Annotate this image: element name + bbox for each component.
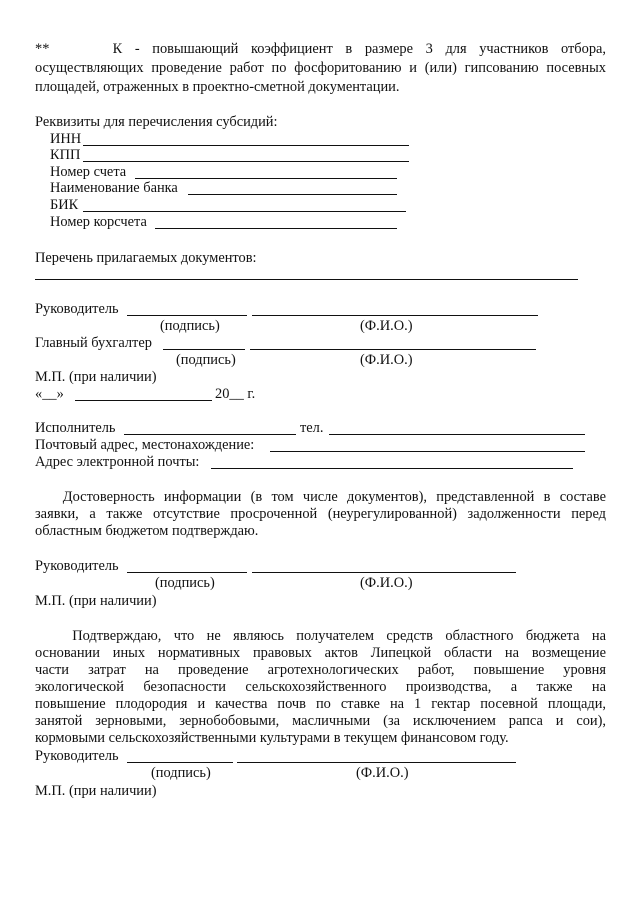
signature-caption: (подпись) xyxy=(160,318,220,334)
name-caption: (Ф.И.О.) xyxy=(360,575,413,591)
requisites-title: Реквизиты для перечисления субсидий: xyxy=(35,114,278,130)
stamp-note: М.П. (при наличии) xyxy=(35,369,157,385)
corr-account-field[interactable] xyxy=(155,228,397,229)
head-name-field[interactable] xyxy=(252,572,516,573)
date-field[interactable] xyxy=(75,400,212,401)
date-year: 20__ г. xyxy=(215,386,256,402)
paragraph-line: части затрат на проведение агротехнологических работ, повышение уровня xyxy=(35,662,606,678)
phone-field[interactable] xyxy=(329,434,585,435)
phone-label: тел. xyxy=(300,420,324,436)
head-name-field[interactable] xyxy=(237,762,516,763)
paragraph-line: кормовыми сельскохозяйственными культурами в текущем финансовом году. xyxy=(35,730,509,746)
paragraph-line: Достоверность информации (в том числе документов), представленной в составе xyxy=(35,489,606,505)
stamp-note: М.П. (при наличии) xyxy=(35,593,157,609)
documents-title: Перечень прилагаемых документов: xyxy=(35,250,257,266)
name-caption: (Ф.И.О.) xyxy=(360,352,413,368)
paragraph-line: заявки, а также отсутствие просроченной (неурегулированной) задолженности перед xyxy=(35,506,606,522)
postal-label: Почтовый адрес, местонахождение: xyxy=(35,437,255,453)
inn-field[interactable] xyxy=(83,145,409,146)
executor-label: Исполнитель xyxy=(35,420,116,436)
bik-field[interactable] xyxy=(83,211,406,212)
requisite-label-bik: БИК xyxy=(50,197,79,213)
name-caption: (Ф.И.О.) xyxy=(360,318,413,334)
paragraph-line: основании иных нормативных правовых актов Липецкой области на возмещение xyxy=(35,645,606,661)
accountant-label: Главный бухгалтер xyxy=(35,335,152,351)
paragraph-line: Подтверждаю, что не являюсь получателем средств областного бюджета на xyxy=(35,628,606,644)
head-label: Руководитель xyxy=(35,558,119,574)
paragraph-line: повышение плодородия и качества почв по ставке на 1 гектар посевной площади, xyxy=(35,696,606,712)
requisite-label-account: Номер счета xyxy=(50,164,127,180)
requisite-label-corr-account: Номер корсчета xyxy=(50,214,147,230)
accountant-signature-field[interactable] xyxy=(163,349,245,350)
signature-caption: (подпись) xyxy=(176,352,236,368)
executor-field[interactable] xyxy=(124,434,296,435)
stamp-note: М.П. (при наличии) xyxy=(35,783,157,799)
documents-field[interactable] xyxy=(35,279,578,280)
email-label: Адрес электронной почты: xyxy=(35,454,200,470)
head-signature-field[interactable] xyxy=(127,572,247,573)
head-signature-field[interactable] xyxy=(127,762,233,763)
bank-name-field[interactable] xyxy=(188,194,397,195)
head-label: Руководитель xyxy=(35,301,119,317)
postal-address-field[interactable] xyxy=(270,451,585,452)
paragraph-line: занятой зерновыми, зернобобовыми, масличными (за исключением рапса и сои), xyxy=(35,713,606,729)
name-caption: (Ф.И.О.) xyxy=(356,765,409,781)
requisite-label-bank: Наименование банка xyxy=(50,180,178,196)
kpp-field[interactable] xyxy=(83,161,409,162)
footnote-line: осуществляющих проведение работ по фосфоритованию и (или) гипсованию посевных xyxy=(35,60,606,76)
requisite-label-kpp: КПП xyxy=(50,147,81,163)
footnote-line: площадей, отраженных в проектно-сметной документации. xyxy=(35,79,400,95)
account-number-field[interactable] xyxy=(135,178,397,179)
paragraph-line: экологической безопасности сельскохозяйственного производства, а также на xyxy=(35,679,606,695)
head-name-field[interactable] xyxy=(252,315,538,316)
head-label: Руководитель xyxy=(35,748,119,764)
signature-caption: (подпись) xyxy=(151,765,211,781)
date-open: «__» xyxy=(35,386,64,402)
accountant-name-field[interactable] xyxy=(250,349,536,350)
head-signature-field[interactable] xyxy=(127,315,247,316)
paragraph-line: областным бюджетом подтверждаю. xyxy=(35,523,259,539)
signature-caption: (подпись) xyxy=(155,575,215,591)
footnote-line: ** К - повышающий коэффициент в размере 3 для участников отбора, xyxy=(35,41,606,57)
requisite-label-inn: ИНН xyxy=(50,131,82,147)
email-field[interactable] xyxy=(211,468,573,469)
